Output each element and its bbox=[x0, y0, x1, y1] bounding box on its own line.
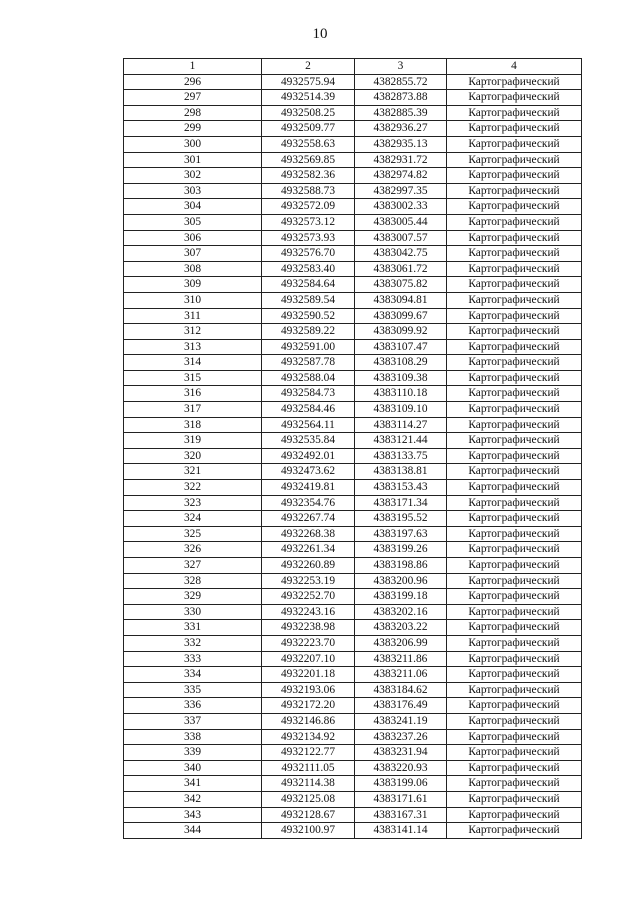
point-number-cell: 298 bbox=[124, 105, 262, 121]
method-cell: Картографический bbox=[447, 136, 582, 152]
y-coordinate-cell: 4383202.16 bbox=[355, 604, 447, 620]
table-row bbox=[124, 495, 582, 511]
method-cell: Картографический bbox=[447, 745, 582, 761]
column-header-3: 3 bbox=[355, 59, 447, 75]
table-header-row bbox=[124, 59, 582, 75]
table-row bbox=[124, 635, 582, 651]
point-number-cell: 303 bbox=[124, 183, 262, 199]
method-cell: Картографический bbox=[447, 651, 582, 667]
point-number-cell: 343 bbox=[124, 807, 262, 823]
method-cell: Картографический bbox=[447, 74, 582, 90]
method-cell: Картографический bbox=[447, 807, 582, 823]
x-coordinate-cell: 4932588.73 bbox=[262, 183, 355, 199]
table-row bbox=[124, 433, 582, 449]
point-number-cell: 324 bbox=[124, 511, 262, 527]
column-header-2: 2 bbox=[262, 59, 355, 75]
table-row bbox=[124, 90, 582, 106]
method-cell: Картографический bbox=[447, 261, 582, 277]
point-number-cell: 300 bbox=[124, 136, 262, 152]
x-coordinate-cell: 4932146.86 bbox=[262, 713, 355, 729]
method-cell: Картографический bbox=[447, 214, 582, 230]
table-row bbox=[124, 230, 582, 246]
table-row bbox=[124, 480, 582, 496]
x-coordinate-cell: 4932576.70 bbox=[262, 246, 355, 262]
column-header-1: 1 bbox=[124, 59, 262, 75]
method-cell: Картографический bbox=[447, 152, 582, 168]
x-coordinate-cell: 4932172.20 bbox=[262, 698, 355, 714]
point-number-cell: 296 bbox=[124, 74, 262, 90]
x-coordinate-cell: 4932419.81 bbox=[262, 480, 355, 496]
table-row bbox=[124, 246, 582, 262]
y-coordinate-cell: 4383042.75 bbox=[355, 246, 447, 262]
x-coordinate-cell: 4932590.52 bbox=[262, 308, 355, 324]
method-cell: Картографический bbox=[447, 324, 582, 340]
x-coordinate-cell: 4932572.09 bbox=[262, 199, 355, 215]
y-coordinate-cell: 4382873.88 bbox=[355, 90, 447, 106]
x-coordinate-cell: 4932509.77 bbox=[262, 121, 355, 137]
point-number-cell: 322 bbox=[124, 480, 262, 496]
point-number-cell: 307 bbox=[124, 246, 262, 262]
table-row bbox=[124, 339, 582, 355]
x-coordinate-cell: 4932261.34 bbox=[262, 542, 355, 558]
x-coordinate-cell: 4932268.38 bbox=[262, 526, 355, 542]
point-number-cell: 320 bbox=[124, 448, 262, 464]
table-row bbox=[124, 698, 582, 714]
table-row bbox=[124, 745, 582, 761]
point-number-cell: 340 bbox=[124, 760, 262, 776]
method-cell: Картографический bbox=[447, 230, 582, 246]
point-number-cell: 342 bbox=[124, 791, 262, 807]
x-coordinate-cell: 4932573.12 bbox=[262, 214, 355, 230]
point-number-cell: 328 bbox=[124, 573, 262, 589]
y-coordinate-cell: 4383167.31 bbox=[355, 807, 447, 823]
point-number-cell: 299 bbox=[124, 121, 262, 137]
table-row bbox=[124, 324, 582, 340]
point-number-cell: 318 bbox=[124, 417, 262, 433]
table-row bbox=[124, 511, 582, 527]
x-coordinate-cell: 4932492.01 bbox=[262, 448, 355, 464]
table-row bbox=[124, 214, 582, 230]
point-number-cell: 301 bbox=[124, 152, 262, 168]
method-cell: Картографический bbox=[447, 620, 582, 636]
table-row bbox=[124, 355, 582, 371]
method-cell: Картографический bbox=[447, 635, 582, 651]
x-coordinate-cell: 4932267.74 bbox=[262, 511, 355, 527]
y-coordinate-cell: 4383199.26 bbox=[355, 542, 447, 558]
point-number-cell: 305 bbox=[124, 214, 262, 230]
table-row bbox=[124, 651, 582, 667]
y-coordinate-cell: 4383241.19 bbox=[355, 713, 447, 729]
method-cell: Картографический bbox=[447, 308, 582, 324]
method-cell: Картографический bbox=[447, 448, 582, 464]
column-header-4: 4 bbox=[447, 59, 582, 75]
method-cell: Картографический bbox=[447, 464, 582, 480]
y-coordinate-cell: 4383220.93 bbox=[355, 760, 447, 776]
method-cell: Картографический bbox=[447, 589, 582, 605]
point-number-cell: 313 bbox=[124, 339, 262, 355]
method-cell: Картографический bbox=[447, 90, 582, 106]
table-row bbox=[124, 791, 582, 807]
y-coordinate-cell: 4383195.52 bbox=[355, 511, 447, 527]
point-number-cell: 321 bbox=[124, 464, 262, 480]
method-cell: Картографический bbox=[447, 558, 582, 574]
point-number-cell: 309 bbox=[124, 277, 262, 293]
y-coordinate-cell: 4383211.86 bbox=[355, 651, 447, 667]
method-cell: Картографический bbox=[447, 791, 582, 807]
point-number-cell: 306 bbox=[124, 230, 262, 246]
method-cell: Картографический bbox=[447, 168, 582, 184]
y-coordinate-cell: 4383171.61 bbox=[355, 791, 447, 807]
x-coordinate-cell: 4932583.40 bbox=[262, 261, 355, 277]
y-coordinate-cell: 4383094.81 bbox=[355, 292, 447, 308]
table-row bbox=[124, 776, 582, 792]
y-coordinate-cell: 4383211.06 bbox=[355, 667, 447, 683]
point-number-cell: 314 bbox=[124, 355, 262, 371]
y-coordinate-cell: 4383231.94 bbox=[355, 745, 447, 761]
x-coordinate-cell: 4932260.89 bbox=[262, 558, 355, 574]
x-coordinate-cell: 4932514.39 bbox=[262, 90, 355, 106]
table-row bbox=[124, 136, 582, 152]
y-coordinate-cell: 4383007.57 bbox=[355, 230, 447, 246]
table-row bbox=[124, 464, 582, 480]
y-coordinate-cell: 4382974.82 bbox=[355, 168, 447, 184]
table-row bbox=[124, 807, 582, 823]
table-row bbox=[124, 448, 582, 464]
table-row bbox=[124, 199, 582, 215]
point-number-cell: 336 bbox=[124, 698, 262, 714]
y-coordinate-cell: 4383108.29 bbox=[355, 355, 447, 371]
point-number-cell: 326 bbox=[124, 542, 262, 558]
y-coordinate-cell: 4382936.27 bbox=[355, 121, 447, 137]
x-coordinate-cell: 4932588.04 bbox=[262, 370, 355, 386]
x-coordinate-cell: 4932114.38 bbox=[262, 776, 355, 792]
table-row bbox=[124, 386, 582, 402]
y-coordinate-cell: 4383099.92 bbox=[355, 324, 447, 340]
table-row bbox=[124, 542, 582, 558]
point-number-cell: 338 bbox=[124, 729, 262, 745]
point-number-cell: 311 bbox=[124, 308, 262, 324]
x-coordinate-cell: 4932111.05 bbox=[262, 760, 355, 776]
point-number-cell: 317 bbox=[124, 402, 262, 418]
y-coordinate-cell: 4382855.72 bbox=[355, 74, 447, 90]
method-cell: Картографический bbox=[447, 433, 582, 449]
y-coordinate-cell: 4382935.13 bbox=[355, 136, 447, 152]
y-coordinate-cell: 4383099.67 bbox=[355, 308, 447, 324]
point-number-cell: 335 bbox=[124, 682, 262, 698]
method-cell: Картографический bbox=[447, 370, 582, 386]
table-body bbox=[124, 74, 582, 838]
method-cell: Картографический bbox=[447, 246, 582, 262]
y-coordinate-cell: 4383114.27 bbox=[355, 417, 447, 433]
point-number-cell: 304 bbox=[124, 199, 262, 215]
table-row bbox=[124, 168, 582, 184]
table-row bbox=[124, 292, 582, 308]
point-number-cell: 302 bbox=[124, 168, 262, 184]
x-coordinate-cell: 4932508.25 bbox=[262, 105, 355, 121]
method-cell: Картографический bbox=[447, 277, 582, 293]
method-cell: Картографический bbox=[447, 495, 582, 511]
table-row bbox=[124, 105, 582, 121]
x-coordinate-cell: 4932584.46 bbox=[262, 402, 355, 418]
method-cell: Картографический bbox=[447, 339, 582, 355]
point-number-cell: 337 bbox=[124, 713, 262, 729]
x-coordinate-cell: 4932569.85 bbox=[262, 152, 355, 168]
table-row bbox=[124, 573, 582, 589]
method-cell: Картографический bbox=[447, 573, 582, 589]
method-cell: Картографический bbox=[447, 292, 582, 308]
x-coordinate-cell: 4932589.54 bbox=[262, 292, 355, 308]
point-number-cell: 334 bbox=[124, 667, 262, 683]
point-number-cell: 297 bbox=[124, 90, 262, 106]
point-number-cell: 341 bbox=[124, 776, 262, 792]
x-coordinate-cell: 4932564.11 bbox=[262, 417, 355, 433]
table-row bbox=[124, 261, 582, 277]
table-row bbox=[124, 152, 582, 168]
page-number: 10 bbox=[312, 26, 328, 42]
y-coordinate-cell: 4383141.14 bbox=[355, 823, 447, 839]
method-cell: Картографический bbox=[447, 776, 582, 792]
x-coordinate-cell: 4932100.97 bbox=[262, 823, 355, 839]
point-number-cell: 333 bbox=[124, 651, 262, 667]
x-coordinate-cell: 4932252.70 bbox=[262, 589, 355, 605]
x-coordinate-cell: 4932193.06 bbox=[262, 682, 355, 698]
method-cell: Картографический bbox=[447, 713, 582, 729]
point-number-cell: 308 bbox=[124, 261, 262, 277]
x-coordinate-cell: 4932207.10 bbox=[262, 651, 355, 667]
coordinates-table bbox=[123, 58, 582, 839]
table-row bbox=[124, 729, 582, 745]
y-coordinate-cell: 4383107.47 bbox=[355, 339, 447, 355]
y-coordinate-cell: 4382885.39 bbox=[355, 105, 447, 121]
x-coordinate-cell: 4932238.98 bbox=[262, 620, 355, 636]
x-coordinate-cell: 4932584.64 bbox=[262, 277, 355, 293]
y-coordinate-cell: 4383203.22 bbox=[355, 620, 447, 636]
y-coordinate-cell: 4383200.96 bbox=[355, 573, 447, 589]
y-coordinate-cell: 4383110.18 bbox=[355, 386, 447, 402]
table-row bbox=[124, 713, 582, 729]
y-coordinate-cell: 4383176.49 bbox=[355, 698, 447, 714]
method-cell: Картографический bbox=[447, 121, 582, 137]
y-coordinate-cell: 4383237.26 bbox=[355, 729, 447, 745]
y-coordinate-cell: 4383133.75 bbox=[355, 448, 447, 464]
table-row bbox=[124, 682, 582, 698]
x-coordinate-cell: 4932223.70 bbox=[262, 635, 355, 651]
y-coordinate-cell: 4383206.99 bbox=[355, 635, 447, 651]
point-number-cell: 316 bbox=[124, 386, 262, 402]
y-coordinate-cell: 4383002.33 bbox=[355, 199, 447, 215]
x-coordinate-cell: 4932134.92 bbox=[262, 729, 355, 745]
method-cell: Картографический bbox=[447, 355, 582, 371]
method-cell: Картографический bbox=[447, 480, 582, 496]
y-coordinate-cell: 4383005.44 bbox=[355, 214, 447, 230]
y-coordinate-cell: 4382997.35 bbox=[355, 183, 447, 199]
method-cell: Картографический bbox=[447, 542, 582, 558]
method-cell: Картографический bbox=[447, 698, 582, 714]
table-row bbox=[124, 417, 582, 433]
y-coordinate-cell: 4383198.86 bbox=[355, 558, 447, 574]
x-coordinate-cell: 4932473.62 bbox=[262, 464, 355, 480]
method-cell: Картографический bbox=[447, 199, 582, 215]
method-cell: Картографический bbox=[447, 417, 582, 433]
x-coordinate-cell: 4932243.16 bbox=[262, 604, 355, 620]
table-row bbox=[124, 589, 582, 605]
table-row bbox=[124, 667, 582, 683]
x-coordinate-cell: 4932573.93 bbox=[262, 230, 355, 246]
method-cell: Картографический bbox=[447, 729, 582, 745]
x-coordinate-cell: 4932575.94 bbox=[262, 74, 355, 90]
method-cell: Картографический bbox=[447, 526, 582, 542]
table-row bbox=[124, 183, 582, 199]
y-coordinate-cell: 4383061.72 bbox=[355, 261, 447, 277]
point-number-cell: 319 bbox=[124, 433, 262, 449]
y-coordinate-cell: 4383109.38 bbox=[355, 370, 447, 386]
method-cell: Картографический bbox=[447, 760, 582, 776]
method-cell: Картографический bbox=[447, 604, 582, 620]
point-number-cell: 331 bbox=[124, 620, 262, 636]
point-number-cell: 344 bbox=[124, 823, 262, 839]
x-coordinate-cell: 4932587.78 bbox=[262, 355, 355, 371]
x-coordinate-cell: 4932584.73 bbox=[262, 386, 355, 402]
point-number-cell: 315 bbox=[124, 370, 262, 386]
table-row bbox=[124, 308, 582, 324]
y-coordinate-cell: 4383075.82 bbox=[355, 277, 447, 293]
point-number-cell: 312 bbox=[124, 324, 262, 340]
point-number-cell: 325 bbox=[124, 526, 262, 542]
x-coordinate-cell: 4932558.63 bbox=[262, 136, 355, 152]
table-row bbox=[124, 604, 582, 620]
table-row bbox=[124, 370, 582, 386]
y-coordinate-cell: 4383184.62 bbox=[355, 682, 447, 698]
y-coordinate-cell: 4383199.06 bbox=[355, 776, 447, 792]
table-row bbox=[124, 121, 582, 137]
x-coordinate-cell: 4932535.84 bbox=[262, 433, 355, 449]
point-number-cell: 329 bbox=[124, 589, 262, 605]
y-coordinate-cell: 4383153.43 bbox=[355, 480, 447, 496]
x-coordinate-cell: 4932589.22 bbox=[262, 324, 355, 340]
method-cell: Картографический bbox=[447, 386, 582, 402]
method-cell: Картографический bbox=[447, 105, 582, 121]
y-coordinate-cell: 4383138.81 bbox=[355, 464, 447, 480]
table-row bbox=[124, 760, 582, 776]
point-number-cell: 339 bbox=[124, 745, 262, 761]
method-cell: Картографический bbox=[447, 823, 582, 839]
table-row bbox=[124, 402, 582, 418]
x-coordinate-cell: 4932122.77 bbox=[262, 745, 355, 761]
method-cell: Картографический bbox=[447, 183, 582, 199]
x-coordinate-cell: 4932253.19 bbox=[262, 573, 355, 589]
table-row bbox=[124, 558, 582, 574]
x-coordinate-cell: 4932354.76 bbox=[262, 495, 355, 511]
y-coordinate-cell: 4382931.72 bbox=[355, 152, 447, 168]
y-coordinate-cell: 4383171.34 bbox=[355, 495, 447, 511]
table-row bbox=[124, 526, 582, 542]
point-number-cell: 327 bbox=[124, 558, 262, 574]
table-row bbox=[124, 823, 582, 839]
y-coordinate-cell: 4383199.18 bbox=[355, 589, 447, 605]
method-cell: Картографический bbox=[447, 511, 582, 527]
y-coordinate-cell: 4383197.63 bbox=[355, 526, 447, 542]
x-coordinate-cell: 4932591.00 bbox=[262, 339, 355, 355]
table-row bbox=[124, 620, 582, 636]
method-cell: Картографический bbox=[447, 667, 582, 683]
table-row bbox=[124, 277, 582, 293]
method-cell: Картографический bbox=[447, 682, 582, 698]
point-number-cell: 310 bbox=[124, 292, 262, 308]
point-number-cell: 323 bbox=[124, 495, 262, 511]
y-coordinate-cell: 4383109.10 bbox=[355, 402, 447, 418]
point-number-cell: 330 bbox=[124, 604, 262, 620]
method-cell: Картографический bbox=[447, 402, 582, 418]
table-row bbox=[124, 74, 582, 90]
y-coordinate-cell: 4383121.44 bbox=[355, 433, 447, 449]
point-number-cell: 332 bbox=[124, 635, 262, 651]
x-coordinate-cell: 4932125.08 bbox=[262, 791, 355, 807]
x-coordinate-cell: 4932582.36 bbox=[262, 168, 355, 184]
x-coordinate-cell: 4932201.18 bbox=[262, 667, 355, 683]
x-coordinate-cell: 4932128.67 bbox=[262, 807, 355, 823]
